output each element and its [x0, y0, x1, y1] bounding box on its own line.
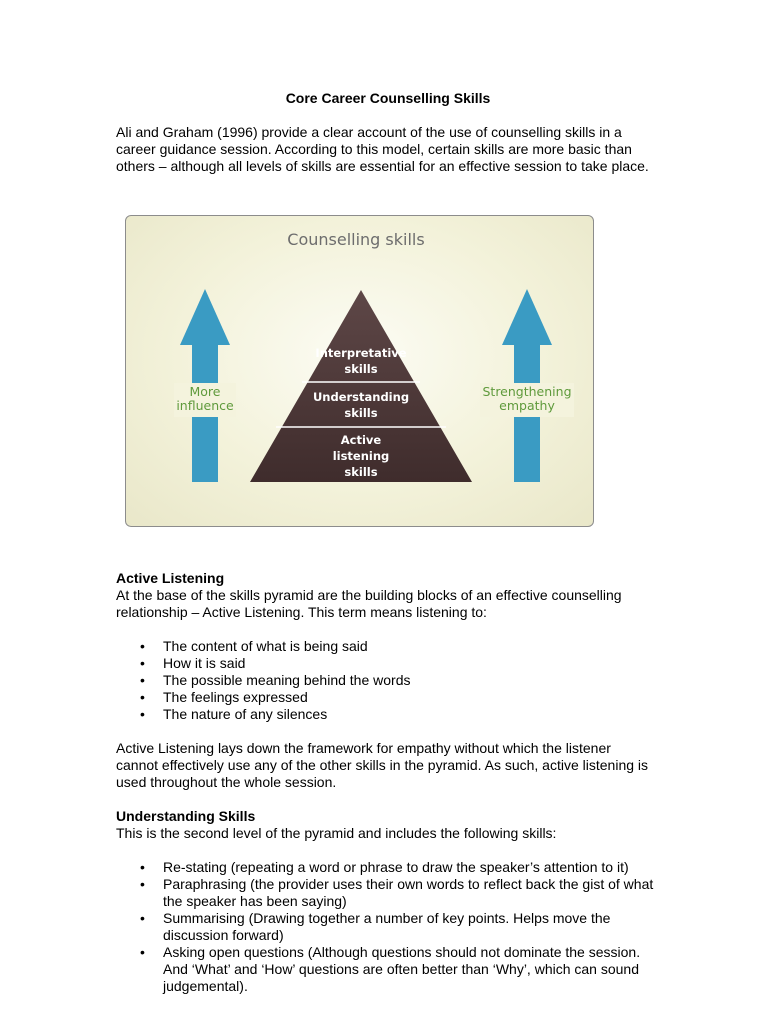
- list-item: • The content of what is being said: [116, 638, 656, 655]
- list-item: • The possible meaning behind the words: [116, 672, 656, 689]
- active-listening-intro: At the base of the skills pyramid are the building blocks of an effective counselling relationship – Active Listening. This term means listening to:: [116, 587, 622, 620]
- right-arrow-label-line2: empathy: [499, 398, 555, 413]
- pyramid-base-label-line3: skills: [344, 465, 378, 479]
- document-body: [116, 570, 656, 995]
- right-arrow-label-line1: Strengthening: [482, 384, 572, 399]
- counselling-skills-diagram: [126, 216, 594, 527]
- list-item: • The feelings expressed: [116, 689, 656, 706]
- left-arrow-label-line2: influence: [176, 398, 234, 413]
- pyramid-base-label-line2: listening: [332, 449, 390, 463]
- active-listening-heading: Active Listening: [116, 570, 225, 586]
- list-item: • Asking open questions (Although questions should not dominate the session. And ‘What’ and ‘How’ questions are often better than ‘Why’, which can sound judgemental).: [116, 944, 656, 995]
- page-title: Core Career Counselling Skills: [285, 90, 491, 106]
- understanding-skills-list: [116, 859, 656, 995]
- understanding-skills-intro: This is the second level of the pyramid and includes the following skills:: [116, 825, 557, 841]
- left-arrow-label-line1: More: [189, 384, 221, 399]
- list-item: • Re-stating (repeating a word or phrase to draw the speaker’s attention to it): [116, 859, 656, 876]
- active-listening-list: [116, 638, 656, 723]
- list-item: • How it is said: [116, 655, 656, 672]
- intro-paragraph: Ali and Graham (1996) provide a clear account of the use of counselling skills in a career guidance session. According to this model, certain skills are more basic than others – although all levels of skills are essential for an effective session to take place.: [116, 124, 649, 174]
- pyramid-top-label-line2: skills: [344, 362, 378, 376]
- counselling-skills-figure: [125, 215, 594, 527]
- pyramid-mid-label-line1: Understanding: [312, 390, 410, 404]
- pyramid-top-label-line1: Interpretative: [315, 346, 407, 360]
- document-top: [116, 90, 656, 175]
- figure-title: Counselling skills: [287, 230, 425, 249]
- list-item: • The nature of any silences: [116, 706, 656, 723]
- pyramid-base-label-line1: Active: [340, 433, 382, 447]
- pyramid-mid-label-line2: skills: [344, 406, 378, 420]
- understanding-skills-heading: Understanding Skills: [116, 808, 256, 824]
- list-item: • Summarising (Drawing together a number of key points. Helps move the discussion forward): [116, 910, 656, 944]
- active-listening-summary: Active Listening lays down the framework for empathy without which the listener cannot effectively use any of the other skills in the pyramid. As such, active listening is used throughout the whole session.: [116, 740, 649, 790]
- list-item: • Paraphrasing (the provider uses their own words to reflect back the gist of what the speaker has been saying): [116, 876, 656, 910]
